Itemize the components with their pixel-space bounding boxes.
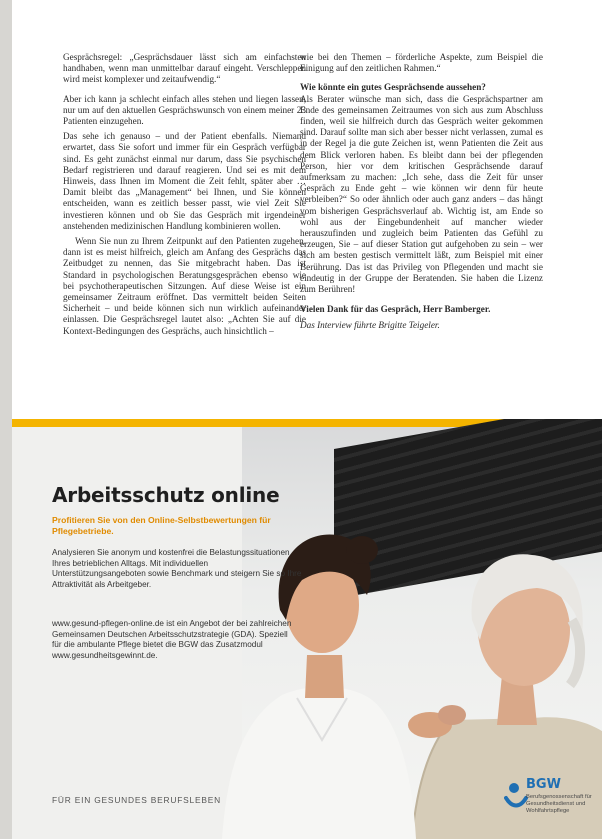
brand-tagline: Berufsgenossenschaft für Gesundheitsdienst und Wohlfahrtspflege bbox=[526, 794, 592, 814]
elderly-woman-hand bbox=[438, 705, 466, 725]
nurse-uniform bbox=[222, 687, 416, 839]
interview-question: Wie könnte ein gutes Gesprächsende aussehen? bbox=[300, 82, 486, 93]
article-right-column bbox=[300, 52, 543, 336]
scan-edge bbox=[0, 0, 12, 839]
ad-subtitle: Profitieren Sie von den Online-Selbstbewertungen für Pflegebetriebe. bbox=[52, 515, 271, 536]
closing-thanks: Vielen Dank für das Gespräch, Herr Bamberger. bbox=[300, 304, 491, 315]
ad-body-text: Analysieren Sie anonym und kostenfrei die Belastungssituationen Ihres betrieblichen Alltags. Mit individuellen Unterstützungsangeboten sowie Benchmark und steigern Sie so Ihre Attraktivität als Arbeitgeber. bbox=[52, 548, 302, 589]
paragraph: Als Berater wünsche man sich, dass die Gesprächspartner am Ende des gemeinsamen Zeitraumes von sich aus zum Abschluss finden, weil sie hilfreich durch das Gespräch weiter gekommen sind. Darauf sollte man sich aber besser nicht verlassen, zumal es in der Regel ja die gute Zeichen ist, wenn Patienten die Zeit aus dem Blick verloren haben. Es bleibt dann bei der pflegenden Person, hier vor dem kritischen Gesprächsende darauf aufmerksam zu machen: „Ich sehe, dass die Zeit für unser Gespräch zu Ende geht – wie können wir denn für heute verbleiben?“ So oder ähnlich oder auch ganz anders – das hängt vom bisherigen Gesprächsverlauf ab. Wichtig ist, am Ende so wohl aus der Eingebundenheit auf mancher wieder herauszufinden und zugleich beim Patienten das Gefühl zu erzeugen, Sie – auf dieser Station gut aufgehoben zu sein – wer sich am besten gestisch vermittelt läßt, zum Beispiel mit einer Berührung. Das ist das Privileg von Pflegenden und macht sie eindeutig in der Gruppe der Beratenden. Sie haben die Lizenz zum Berühren! bbox=[300, 93, 543, 295]
interviewer-credit: Das Interview führte Brigitte Teigeler. bbox=[300, 320, 440, 331]
article-left-column bbox=[63, 52, 306, 341]
ad-footer-slogan: FÜR EIN GESUNDES BERUFSLEBEN bbox=[52, 795, 221, 805]
paragraph: Aber ich kann ja schlecht einfach alles stehen und liegen lassen, nur um auf den aktuellen Gesprächswunsch von einem meiner 23 Patienten einzugehen. bbox=[63, 93, 306, 127]
paragraph: Wenn Sie nun zu Ihrem Zeitpunkt auf den Patienten zugehen, dann ist es meist hilfreich, gleich am Anfang des Gesprächs das Zeitbudget zu nennen, das Sie mitgebracht haben. Das ist Standard in psychologischen Beratungsgesprächen ebenso wie bei psychotherapeutischen Sitzungen. Auf diese Weise ist ein gemeinsamer Zeitraum eröffnet. Das vermittelt beiden Seiten Sicherheit – und beide können sich nun wirklich aufeinander einlassen. Die Gesprächsregel lautet also: „Achten Sie auf die Kontext-Bedingungen des Gesprächs, auch hinsichtlich – bbox=[63, 236, 306, 336]
nurse-neck bbox=[305, 655, 344, 698]
ad-website-info: www.gesund-pflegen-online.de ist ein Angebot der bei zahlreichen Gemeinsamen Deutschen Arbeitsschutzstrategie (GDA). Speziell für die ambulante Pflege bietet die BGW das Zusatzmodul www.gesundheitsgewinnt.de. bbox=[52, 619, 292, 660]
paragraph: Gesprächsregel: „Gesprächsdauer lässt sich am einfachsten handhaben, wenn man unmittelbar darauf eingeht. Verschleppen wird meist komplexer und zeitaufwendig.“ bbox=[63, 52, 306, 85]
brand-name: BGW bbox=[526, 777, 561, 792]
paragraph: Das sehe ich genauso – und der Patient ebenfalls. Niemand erwartet, dass Sie sofort und immer für ein Gespräch verfügbar sind. Es geht zunächst einmal nur darum, dass Sie psychischen Bedarf registrieren und darauf reagieren. Und sei es mit dem Hinweis, dass Ihnen im Moment die Zeit fehlt, später aber … Damit bleibt das „Management“ bei Ihnen, und Sie können entscheiden, wann es zeitlich besser passt, wie viel Zeit Sie investieren können und ob Sie das Gespräch mit irgendeiner anstehenden medizinischen Handlung kombinieren wollen. bbox=[63, 131, 306, 231]
interview-article bbox=[12, 0, 602, 400]
paragraph: wie bei den Themen – förderliche Aspekte, zum Beispiel die Einigung auf den zeitlichen Rahmen.“ bbox=[300, 52, 543, 74]
magazine-page bbox=[12, 0, 602, 839]
ad-title: Arbeitsschutz online bbox=[52, 483, 280, 507]
